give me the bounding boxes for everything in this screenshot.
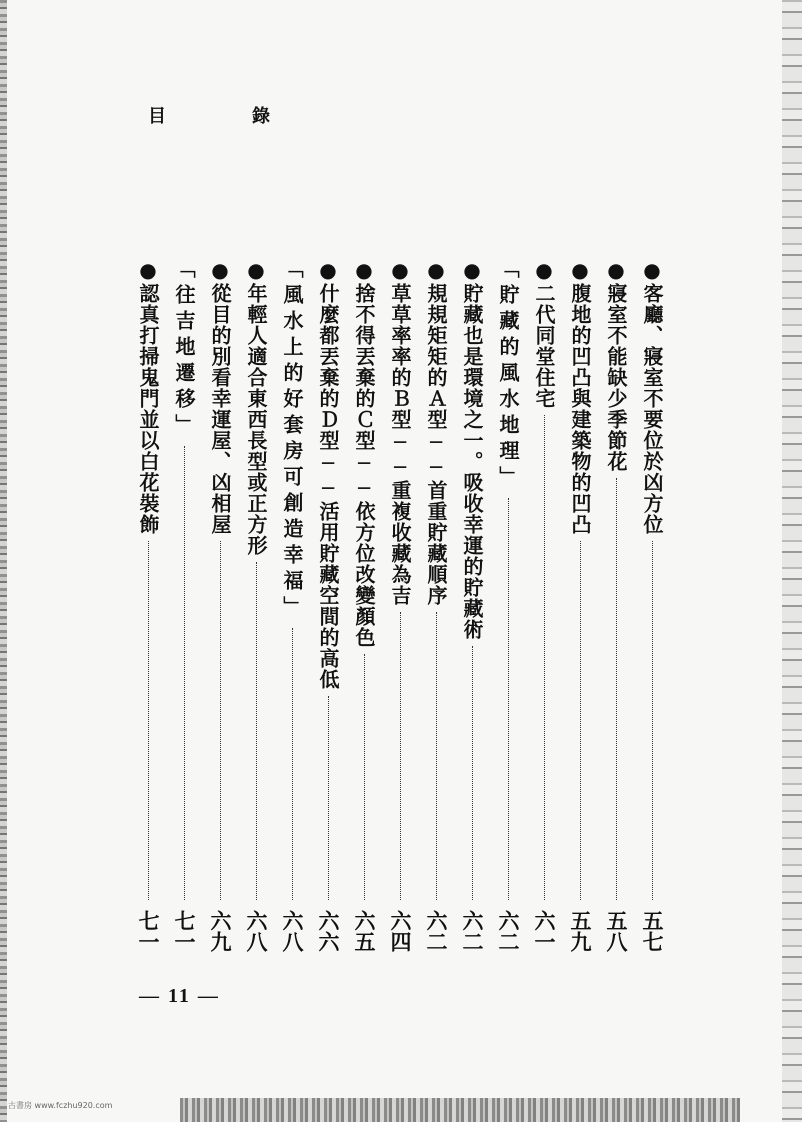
toc-section-title: 「往吉地遷移」 bbox=[172, 258, 196, 440]
toc-entry[interactable] bbox=[598, 258, 634, 952]
toc-entry-title: ●規規矩矩的Ａ型──首重貯藏順序 bbox=[424, 258, 448, 606]
toc-section[interactable] bbox=[166, 258, 202, 952]
toc-entry-title: ●貯藏也是環境之一。吸收幸運的貯藏術 bbox=[460, 258, 484, 640]
toc-entry-page: 六二 bbox=[496, 910, 521, 952]
toc-entry-title: ●草草率率的Ｂ型──重複收藏為吉 bbox=[388, 258, 412, 606]
scan-edge-right bbox=[782, 0, 802, 1122]
toc-entry-page: 六八 bbox=[244, 910, 269, 952]
leader-dots bbox=[544, 415, 545, 900]
toc-entry-title: ●捨不得丟棄的Ｃ型──依方位改變顏色 bbox=[352, 258, 376, 648]
toc-entry-page: 六二 bbox=[460, 910, 485, 952]
toc-entry-title: ●什麼都丟棄的Ｄ型──活用貯藏空間的高低 bbox=[316, 258, 340, 690]
toc-entry-page: 六六 bbox=[316, 910, 341, 952]
toc-entry-title: ●年輕人適合東西長型或正方形 bbox=[244, 258, 268, 556]
leader-dots bbox=[580, 541, 581, 900]
toc-entry-title: ●客廳、寢室不要位於凶方位 bbox=[640, 258, 664, 535]
toc-entry[interactable] bbox=[130, 258, 166, 952]
toc-entry[interactable] bbox=[562, 258, 598, 952]
toc-section[interactable] bbox=[490, 258, 526, 952]
toc-entry[interactable] bbox=[526, 258, 562, 952]
toc-section-title: 「風水上的好套房可創造幸福」 bbox=[280, 258, 304, 622]
leader-dots bbox=[148, 541, 149, 900]
leader-dots bbox=[472, 646, 473, 900]
toc-entry[interactable] bbox=[310, 258, 346, 952]
toc-entry-page: 六一 bbox=[532, 910, 557, 952]
toc-entry-page: 六四 bbox=[388, 910, 413, 952]
toc-entry-title: ●寢室不能缺少季節花 bbox=[604, 258, 628, 472]
toc-entry-page: 五七 bbox=[640, 910, 665, 952]
toc-entry-page: 五八 bbox=[604, 910, 629, 952]
toc-section[interactable] bbox=[274, 258, 310, 952]
scan-edge-bottom bbox=[180, 1098, 740, 1122]
leader-dots bbox=[292, 628, 293, 900]
leader-dots bbox=[616, 478, 617, 900]
toc-entry-title: ●認真打掃鬼門並以白花裝飾 bbox=[136, 258, 160, 535]
leader-dots bbox=[328, 696, 329, 900]
toc-heading: 目 錄 bbox=[148, 106, 304, 127]
toc-entry-page: 六二 bbox=[424, 910, 449, 952]
toc-section-title: 「貯藏的風水地理」 bbox=[496, 258, 520, 492]
leader-dots bbox=[400, 612, 401, 900]
table-of-contents bbox=[136, 258, 670, 952]
toc-entry-page: 六九 bbox=[208, 910, 233, 952]
toc-entry-title: ●從目的別看幸運屋、凶相屋 bbox=[208, 258, 232, 535]
page-number: — 11 — bbox=[139, 985, 220, 1007]
leader-dots bbox=[364, 654, 365, 900]
scan-edge-left bbox=[0, 0, 7, 1122]
site-watermark: 古書房 www.fczhu920.com bbox=[8, 1101, 113, 1110]
toc-entry-page: 七一 bbox=[136, 910, 161, 952]
toc-entry[interactable] bbox=[418, 258, 454, 952]
toc-entry[interactable] bbox=[202, 258, 238, 952]
toc-entry-page: 七一 bbox=[172, 910, 197, 952]
leader-dots bbox=[220, 541, 221, 900]
toc-entry[interactable] bbox=[238, 258, 274, 952]
toc-entry-page: 六五 bbox=[352, 910, 377, 952]
leader-dots bbox=[508, 498, 509, 900]
toc-entry[interactable] bbox=[382, 258, 418, 952]
leader-dots bbox=[436, 612, 437, 900]
toc-entry[interactable] bbox=[454, 258, 490, 952]
leader-dots bbox=[184, 446, 185, 900]
toc-entry-title: ●二代同堂住宅 bbox=[532, 258, 556, 409]
toc-entry[interactable] bbox=[634, 258, 670, 952]
toc-entry[interactable] bbox=[346, 258, 382, 952]
leader-dots bbox=[652, 541, 653, 900]
toc-entry-title: ●腹地的凹凸與建築物的凹凸 bbox=[568, 258, 592, 535]
leader-dots bbox=[256, 562, 257, 900]
toc-entry-page: 五九 bbox=[568, 910, 593, 952]
toc-entry-page: 六八 bbox=[280, 910, 305, 952]
